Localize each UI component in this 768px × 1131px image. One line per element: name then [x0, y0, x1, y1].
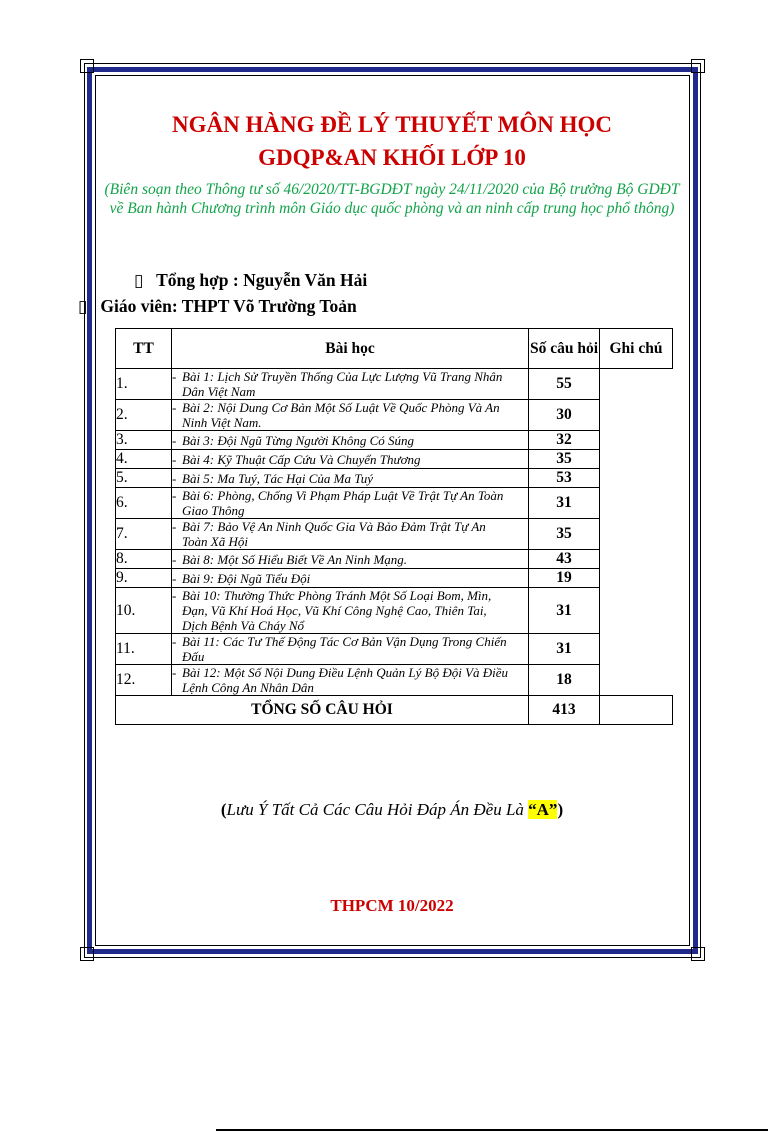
lesson-title: Bài 4: Kỹ Thuật Cấp Cứu Và Chuyển Thương: [182, 452, 514, 467]
lesson-cell: [172, 634, 529, 665]
header-tt: TT: [116, 329, 172, 369]
total-row: [116, 696, 673, 725]
table-row: [116, 400, 673, 431]
checkbox-glyph-icon: ▯: [134, 271, 152, 291]
document-title-line2: GDQP&AN KHỐI LỚP 10: [100, 145, 684, 171]
checkbox-glyph-icon: ▯: [78, 297, 96, 317]
question-count: 18: [529, 665, 600, 696]
compiler-text: Tổng hợp : Nguyễn Văn Hải: [156, 270, 367, 290]
row-number: 11.: [116, 634, 172, 665]
question-count: 19: [529, 569, 600, 588]
total-label: TỔNG SỐ CÂU HỎI: [116, 696, 529, 725]
header-count: Số câu hỏi: [529, 329, 600, 369]
row-number: 12.: [116, 665, 172, 696]
table-row: [116, 450, 673, 469]
corner-ornament: [691, 947, 705, 961]
lesson-title: Bài 8: Một Số Hiểu Biết Về An Ninh Mạng.: [182, 552, 514, 567]
corner-ornament: [80, 59, 94, 73]
document-subtitle: (Biên soạn theo Thông tư số 46/2020/TT-BGDĐT ngày 24/11/2020 của Bộ trưởng Bộ GDĐT về Ban hành Chương trình môn Giáo dục quốc phòng và an ninh cấp trung học phổ thông): [104, 180, 680, 218]
question-count: 53: [529, 469, 600, 488]
dash: -: [172, 488, 182, 503]
dash: -: [172, 519, 182, 534]
lesson-title: Bài 12: Một Số Nội Dung Điều Lệnh Quản Lý Bộ Đội Và Điều Lệnh Công An Nhân Dân: [182, 665, 514, 695]
lesson-cell: [172, 488, 529, 519]
note-answer-highlight: “A”: [528, 800, 557, 819]
lesson-cell: [172, 550, 529, 569]
dash: -: [172, 471, 182, 486]
question-count: 31: [529, 634, 600, 665]
table-row: [116, 588, 673, 634]
teacher-line: [78, 296, 357, 317]
row-number: 3.: [116, 431, 172, 450]
lesson-title: Bài 10: Thường Thức Phòng Tránh Một Số Loại Bom, Mìn, Đạn, Vũ Khí Hoá Học, Vũ Khí Công Nghệ Cao, Thiên Tai, Dịch Bệnh Và Cháy Nổ: [182, 588, 514, 633]
table-row: [116, 634, 673, 665]
lesson-cell: [172, 369, 529, 400]
answer-note: [100, 800, 684, 820]
lesson-cell: [172, 588, 529, 634]
question-count: 43: [529, 550, 600, 569]
row-number: 6.: [116, 488, 172, 519]
lesson-title: Bài 1: Lịch Sử Truyền Thống Của Lực Lượng Vũ Trang Nhân Dân Việt Nam: [182, 369, 514, 399]
lesson-cell: [172, 519, 529, 550]
table-row: [116, 550, 673, 569]
row-number: 10.: [116, 588, 172, 634]
row-number: 4.: [116, 450, 172, 469]
row-number: 2.: [116, 400, 172, 431]
lesson-title: Bài 9: Đội Ngũ Tiểu Đội: [182, 571, 514, 586]
dash: -: [172, 452, 182, 467]
lesson-cell: [172, 469, 529, 488]
question-count: 55: [529, 369, 600, 400]
row-number: 5.: [116, 469, 172, 488]
question-count: 35: [529, 519, 600, 550]
question-count: 30: [529, 400, 600, 431]
corner-ornament: [691, 59, 705, 73]
table-row: [116, 519, 673, 550]
lesson-title: Bài 3: Đội Ngũ Từng Người Không Có Súng: [182, 433, 514, 448]
dash: -: [172, 369, 182, 384]
row-number: 8.: [116, 550, 172, 569]
row-number: 9.: [116, 569, 172, 588]
table-row: [116, 469, 673, 488]
note-cell: [216, 1129, 768, 1131]
total-count: 413: [529, 696, 600, 725]
note-open-paren: (: [221, 800, 227, 819]
note-text: Lưu Ý Tất Cả Các Câu Hỏi Đáp Án Đều Là: [227, 800, 529, 819]
lesson-title: Bài 7: Bảo Vệ An Ninh Quốc Gia Và Bảo Đảm Trật Tự An Toàn Xã Hội: [182, 519, 514, 549]
question-count: 32: [529, 431, 600, 450]
header-lesson: Bài học: [172, 329, 529, 369]
note-close-paren: ): [557, 800, 563, 819]
dash: -: [172, 552, 182, 567]
dash: -: [172, 400, 182, 415]
lesson-title: Bài 11: Các Tư Thế Động Tác Cơ Bản Vận Dụng Trong Chiến Đấu: [182, 634, 514, 664]
teacher-text: Giáo viên: THPT Võ Trường Toản: [100, 296, 356, 316]
question-count: 31: [529, 488, 600, 519]
lesson-cell: [172, 569, 529, 588]
dash: -: [172, 433, 182, 448]
row-number: 7.: [116, 519, 172, 550]
dash: -: [172, 571, 182, 586]
dash: -: [172, 665, 182, 680]
lesson-title: Bài 5: Ma Tuý, Tác Hại Của Ma Tuý: [182, 471, 514, 486]
table-row: [116, 488, 673, 519]
table-row: [116, 569, 673, 588]
table-header-row: [116, 329, 673, 369]
dash: -: [172, 634, 182, 649]
lesson-title: Bài 6: Phòng, Chống Vi Phạm Pháp Luật Về Trật Tự An Toàn Giao Thông: [182, 488, 514, 518]
table-row: [116, 369, 673, 400]
lesson-cell: [172, 400, 529, 431]
corner-ornament: [80, 947, 94, 961]
header-note: Ghi chú: [600, 329, 673, 369]
total-note-cell: [600, 696, 673, 725]
lesson-cell: [172, 431, 529, 450]
footer-date: THPCM 10/2022: [100, 896, 684, 916]
compiler-line: [134, 270, 367, 291]
lessons-table: [115, 328, 673, 725]
table-row: [116, 665, 673, 696]
dash: -: [172, 588, 182, 603]
row-number: 1.: [116, 369, 172, 400]
lesson-cell: [172, 450, 529, 469]
table-row: [116, 431, 673, 450]
lesson-title: Bài 2: Nội Dung Cơ Bản Một Số Luật Về Quốc Phòng Và An Ninh Việt Nam.: [182, 400, 514, 430]
question-count: 31: [529, 588, 600, 634]
lesson-cell: [172, 665, 529, 696]
question-count: 35: [529, 450, 600, 469]
document-title-line1: NGÂN HÀNG ĐỀ LÝ THUYẾT MÔN HỌC: [100, 112, 684, 138]
